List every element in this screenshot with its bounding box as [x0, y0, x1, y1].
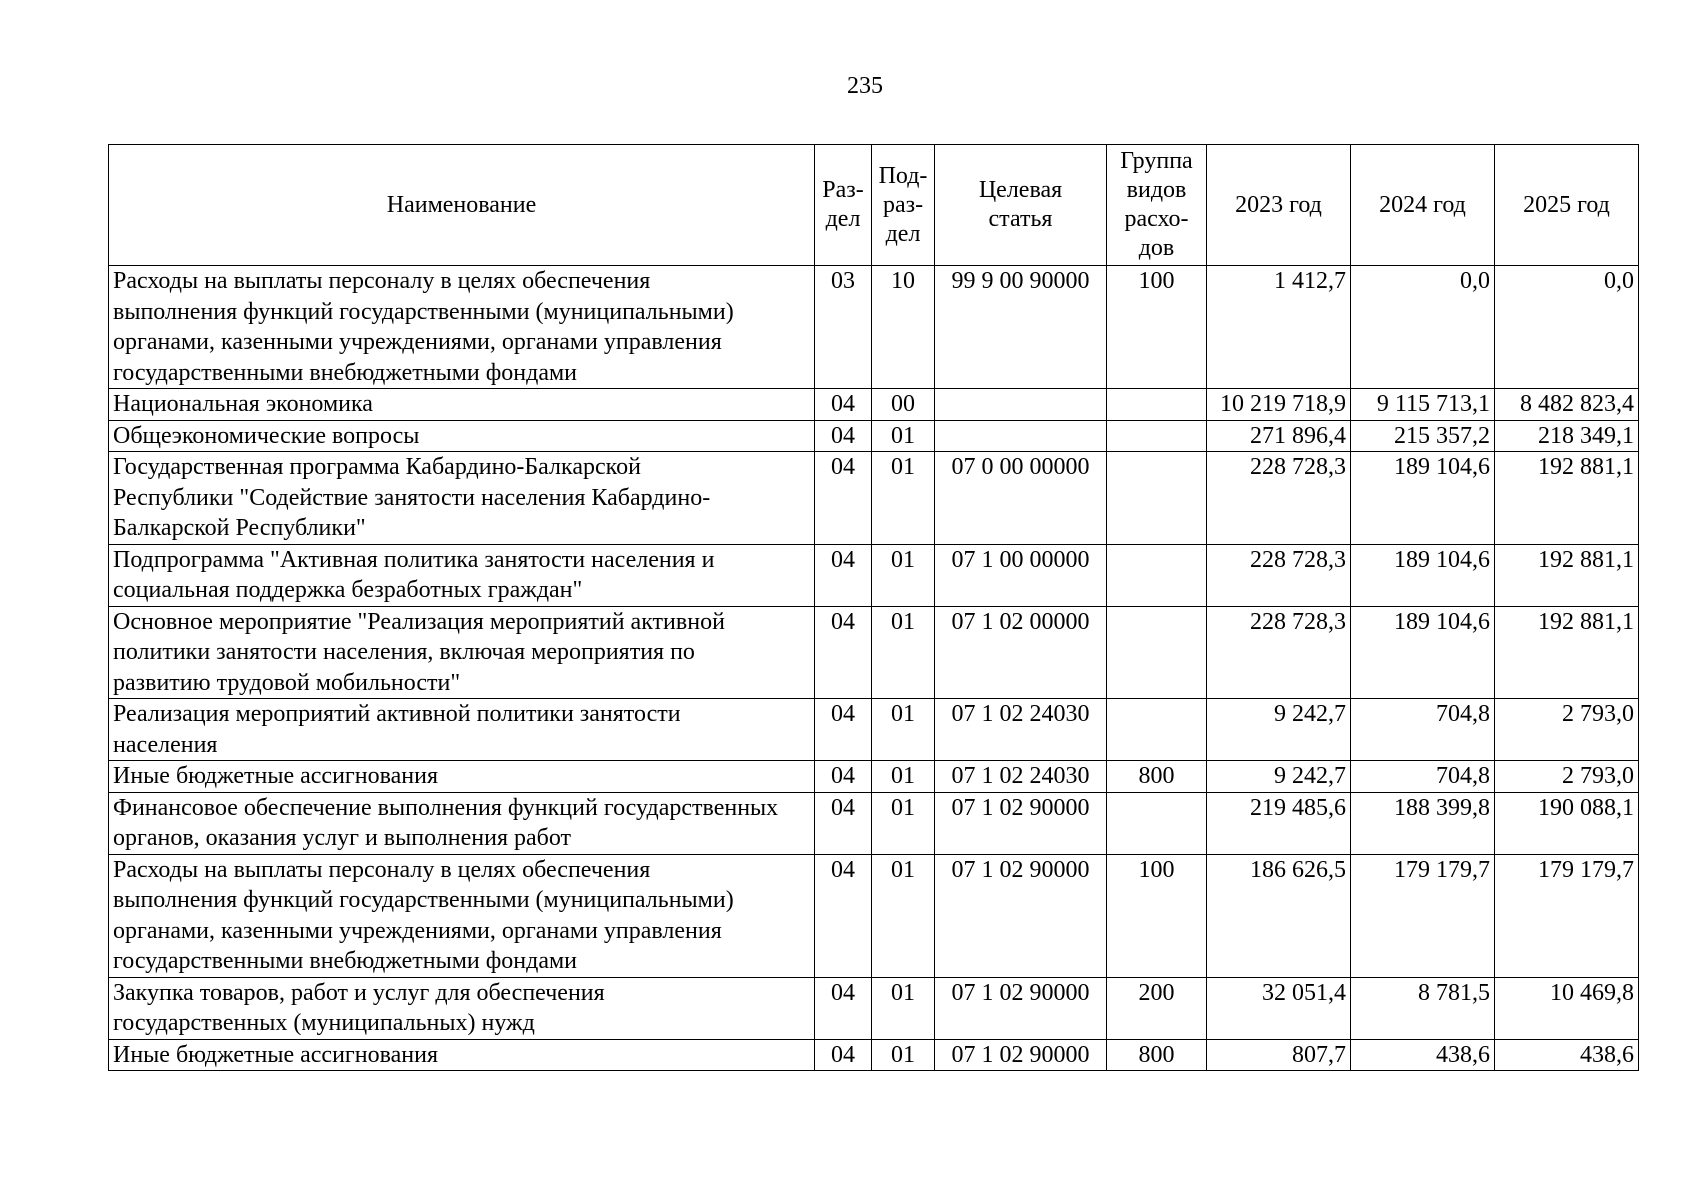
cell-name-line: Иные бюджетные ассигнования: [113, 763, 438, 789]
header-target-line: Целевая: [978, 177, 1063, 203]
cell-2025: 192 881,1: [1495, 606, 1639, 699]
cell-razdel: 04: [815, 792, 872, 854]
cell-razdel: 03: [815, 266, 872, 389]
cell-podrazdel: 00: [872, 389, 935, 421]
cell-name: [109, 606, 815, 699]
cell-2025: 190 088,1: [1495, 792, 1639, 854]
cell-target: 07 0 00 00000: [935, 452, 1107, 545]
cell-target: 07 1 00 00000: [935, 544, 1107, 606]
header-2025: 2025 год: [1495, 145, 1639, 266]
cell-name-line: Республики "Содействие занятости населения Кабардино-: [113, 484, 711, 511]
cell-name-line: социальная поддержка безработных граждан": [113, 577, 583, 603]
cell-name-line: развитию трудовой мобильности": [113, 669, 461, 696]
cell-name: [109, 420, 815, 452]
cell-razdel: 04: [815, 699, 872, 761]
cell-2024: 179 179,7: [1351, 854, 1495, 977]
cell-2023: 9 242,7: [1207, 761, 1351, 793]
cell-2023: 807,7: [1207, 1039, 1351, 1071]
cell-name-line: Расходы на выплаты персоналу в целях обеспечения: [113, 268, 651, 294]
cell-name-line: Реализация мероприятий активной политики занятости: [113, 701, 681, 727]
cell-target: 07 1 02 24030: [935, 699, 1107, 761]
cell-group: [1107, 606, 1207, 699]
header-podrazdel: [872, 145, 935, 266]
header-group-line: расхо-: [1124, 206, 1189, 232]
cell-2025: 2 793,0: [1495, 699, 1639, 761]
cell-name-line: Общеэкономические вопросы: [113, 422, 420, 449]
cell-name-line: государственных (муниципальных) нужд: [113, 1010, 535, 1036]
cell-podrazdel: 10: [872, 266, 935, 389]
cell-name: [109, 977, 815, 1039]
cell-group: 100: [1107, 266, 1207, 389]
table-row: [109, 1039, 1639, 1071]
cell-razdel: 04: [815, 977, 872, 1039]
cell-podrazdel: 01: [872, 761, 935, 793]
cell-name-line: населения: [113, 731, 218, 758]
header-podrazdel-line: дел: [885, 220, 921, 247]
cell-target: [935, 389, 1107, 421]
cell-2023: 228 728,3: [1207, 544, 1351, 606]
cell-podrazdel: 01: [872, 606, 935, 699]
table-row: [109, 389, 1639, 421]
cell-name: [109, 699, 815, 761]
cell-name-line: Расходы на выплаты персоналу в целях обеспечения: [113, 856, 651, 883]
cell-group: 800: [1107, 1039, 1207, 1071]
cell-target: 99 9 00 90000: [935, 266, 1107, 389]
cell-razdel: 04: [815, 761, 872, 793]
cell-group: [1107, 792, 1207, 854]
table-row: [109, 761, 1639, 793]
cell-razdel: 04: [815, 420, 872, 452]
cell-name: [109, 452, 815, 545]
header-row: [109, 145, 1639, 266]
cell-2025: 192 881,1: [1495, 544, 1639, 606]
cell-podrazdel: 01: [872, 544, 935, 606]
table-row: [109, 266, 1639, 389]
cell-name-line: Закупка товаров, работ и услуг для обеспечения: [113, 979, 605, 1006]
cell-2024: 704,8: [1351, 761, 1495, 793]
cell-name-line: органами, казенными учреждениями, органами управления: [113, 917, 722, 944]
cell-2023: 10 219 718,9: [1207, 389, 1351, 421]
header-name: [109, 145, 815, 266]
cell-name-line: выполнения функций государственными (муниципальными): [113, 298, 734, 325]
cell-2023: 1 412,7: [1207, 266, 1351, 389]
cell-2023: 186 626,5: [1207, 854, 1351, 977]
header-razdel: [815, 145, 872, 266]
cell-razdel: 04: [815, 1039, 872, 1071]
cell-group: 200: [1107, 977, 1207, 1039]
cell-group: [1107, 699, 1207, 761]
header-2024: 2024 год: [1351, 145, 1495, 266]
cell-2025: 0,0: [1495, 266, 1639, 389]
table-row: [109, 792, 1639, 854]
cell-2024: 215 357,2: [1351, 420, 1495, 452]
table-row: [109, 544, 1639, 606]
cell-target: 07 1 02 90000: [935, 977, 1107, 1039]
cell-target: 07 1 02 90000: [935, 792, 1107, 854]
cell-group: 100: [1107, 854, 1207, 977]
header-razdel-line: Раз-: [822, 177, 864, 203]
header-podrazdel-line: Под-: [878, 162, 928, 189]
cell-target: 07 1 02 90000: [935, 1039, 1107, 1071]
cell-razdel: 04: [815, 544, 872, 606]
header-target-line: статья: [988, 206, 1053, 232]
cell-target: [935, 420, 1107, 452]
cell-name-line: органов, оказания услуг и выполнения работ: [113, 825, 572, 851]
cell-podrazdel: 01: [872, 452, 935, 545]
cell-name-line: политики занятости населения, включая мероприятия по: [113, 639, 695, 665]
table-row: [109, 977, 1639, 1039]
cell-2025: 192 881,1: [1495, 452, 1639, 545]
cell-razdel: 04: [815, 452, 872, 545]
cell-podrazdel: 01: [872, 792, 935, 854]
cell-name-line: Финансовое обеспечение выполнения функций государственных: [113, 794, 779, 821]
cell-group: [1107, 420, 1207, 452]
cell-2023: 228 728,3: [1207, 606, 1351, 699]
cell-name: [109, 266, 815, 389]
cell-name-line: государственными внебюджетными фондами: [113, 948, 578, 974]
page-number: 235: [847, 73, 883, 99]
cell-2025: 438,6: [1495, 1039, 1639, 1071]
cell-2023: 219 485,6: [1207, 792, 1351, 854]
cell-2023: 32 051,4: [1207, 977, 1351, 1039]
cell-2023: 271 896,4: [1207, 420, 1351, 452]
cell-podrazdel: 01: [872, 1039, 935, 1071]
cell-podrazdel: 01: [872, 977, 935, 1039]
cell-name-line: выполнения функций государственными (муниципальными): [113, 887, 734, 913]
cell-name-line: органами, казенными учреждениями, органами управления: [113, 329, 722, 355]
cell-name: [109, 544, 815, 606]
table-row: [109, 854, 1639, 977]
header-group-line: дов: [1138, 235, 1175, 261]
header-name-text: Наименование: [386, 191, 537, 218]
table-row: [109, 606, 1639, 699]
cell-name: [109, 1039, 815, 1071]
header-group-line: видов: [1126, 177, 1187, 203]
header-razdel-line: дел: [825, 206, 861, 232]
cell-group: 800: [1107, 761, 1207, 793]
cell-name-line: Иные бюджетные ассигнования: [113, 1041, 438, 1068]
header-2023: 2023 год: [1207, 145, 1351, 266]
cell-2024: 189 104,6: [1351, 606, 1495, 699]
table-row: [109, 420, 1639, 452]
cell-target: 07 1 02 24030: [935, 761, 1107, 793]
cell-name: [109, 854, 815, 977]
header-group: [1107, 145, 1207, 266]
cell-razdel: 04: [815, 854, 872, 977]
cell-2023: 9 242,7: [1207, 699, 1351, 761]
cell-2025: 10 469,8: [1495, 977, 1639, 1039]
cell-2024: 9 115 713,1: [1351, 389, 1495, 421]
cell-group: [1107, 389, 1207, 421]
cell-2025: 179 179,7: [1495, 854, 1639, 977]
cell-2023: 228 728,3: [1207, 452, 1351, 545]
table-row: [109, 452, 1639, 545]
cell-group: [1107, 544, 1207, 606]
cell-name: [109, 792, 815, 854]
cell-name-line: Государственная программа Кабардино-Балкарской: [113, 454, 641, 480]
cell-2024: 189 104,6: [1351, 452, 1495, 545]
cell-name-line: Национальная экономика: [113, 391, 373, 417]
cell-podrazdel: 01: [872, 420, 935, 452]
cell-2025: 8 482 823,4: [1495, 389, 1639, 421]
cell-razdel: 04: [815, 606, 872, 699]
cell-2025: 218 349,1: [1495, 420, 1639, 452]
cell-razdel: 04: [815, 389, 872, 421]
cell-name-line: Балкарской Республики": [113, 515, 366, 541]
cell-name-line: государственными внебюджетными фондами: [113, 359, 578, 386]
table-body: [109, 266, 1639, 1071]
cell-2024: 704,8: [1351, 699, 1495, 761]
table-row: [109, 699, 1639, 761]
cell-name: [109, 761, 815, 793]
cell-2025: 2 793,0: [1495, 761, 1639, 793]
cell-name-line: Основное мероприятие "Реализация мероприятий активной: [113, 608, 725, 635]
cell-2024: 188 399,8: [1351, 792, 1495, 854]
header-group-line: Группа: [1120, 148, 1193, 174]
cell-target: 07 1 02 90000: [935, 854, 1107, 977]
header-target: [935, 145, 1107, 266]
cell-name-line: Подпрограмма "Активная политика занятости населения и: [113, 546, 715, 573]
cell-podrazdel: 01: [872, 699, 935, 761]
cell-podrazdel: 01: [872, 854, 935, 977]
cell-2024: 0,0: [1351, 266, 1495, 389]
cell-name: [109, 389, 815, 421]
header-podrazdel-line: раз-: [882, 191, 924, 218]
cell-2024: 189 104,6: [1351, 544, 1495, 606]
budget-table: [108, 144, 1639, 1071]
cell-2024: 438,6: [1351, 1039, 1495, 1071]
cell-group: [1107, 452, 1207, 545]
cell-2024: 8 781,5: [1351, 977, 1495, 1039]
cell-target: 07 1 02 00000: [935, 606, 1107, 699]
